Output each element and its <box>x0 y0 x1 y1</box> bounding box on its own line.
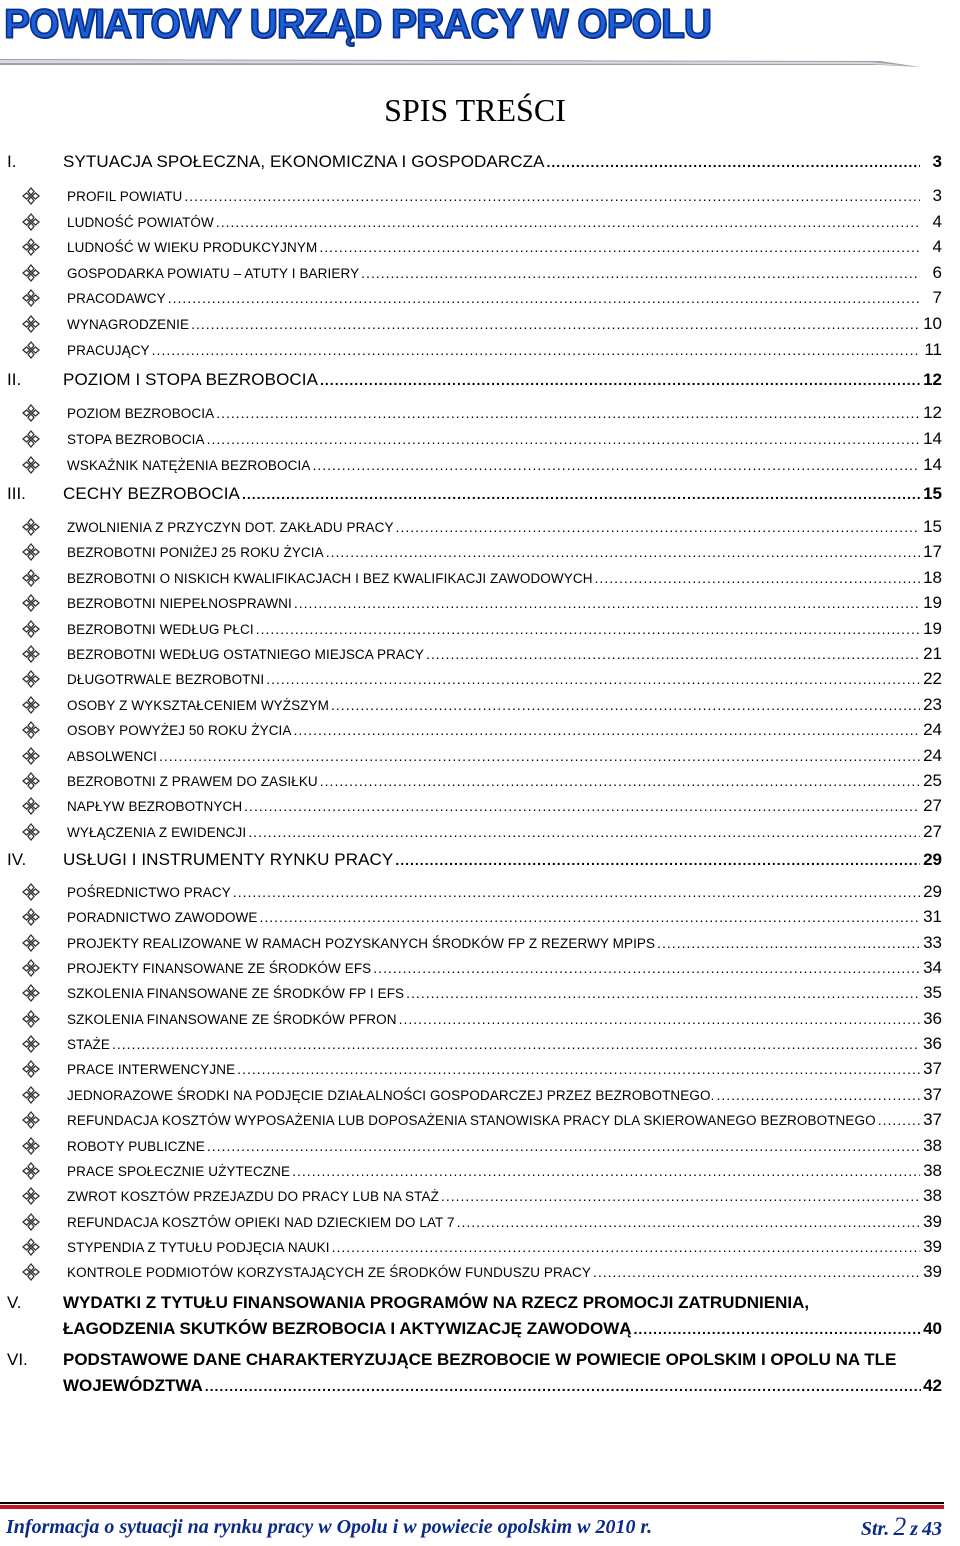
diamond-bullet-icon <box>22 721 40 739</box>
toc-item[interactable] <box>0 931 960 955</box>
section-number: VI. <box>7 1350 28 1369</box>
toc-item[interactable] <box>0 210 960 234</box>
diamond-bullet-icon <box>22 1060 40 1078</box>
diamond-bullet-icon <box>22 594 40 612</box>
toc-item[interactable] <box>0 261 960 285</box>
toc-item-label: PORADNICTWO ZAWODOWE <box>67 910 258 926</box>
page-number: 34 <box>923 958 942 978</box>
toc-item-label: GOSPODARKA POWIATU – ATUTY I BARIERY <box>67 265 360 281</box>
dot-leader <box>260 905 921 929</box>
dot-leader <box>406 981 920 1005</box>
diamond-bullet-icon <box>22 315 40 333</box>
page-number: 11 <box>924 339 942 359</box>
page-number: 3 <box>932 152 942 171</box>
dot-leader <box>294 591 920 615</box>
toc-item[interactable] <box>0 1083 960 1107</box>
toc-item-label: PRACODAWCY <box>67 291 166 307</box>
dot-leader <box>168 286 920 310</box>
toc-item-label: PROJEKTY REALIZOWANE W RAMACH POZYSKANYCH ŚRODKÓW FP Z REZERWY MPIPS <box>67 935 656 951</box>
dot-leader <box>396 515 920 539</box>
of-label: z <box>910 1518 918 1540</box>
toc-item-label: REFUNDACJA KOSZTÓW WYPOSAŻENIA LUB DOPOSAŻENIA STANOWISKA PRACY DLA SKIEROWANEGO BEZROBOTNEGO <box>67 1113 876 1129</box>
toc-item-label: REFUNDACJA KOSZTÓW OPIEKI NAD DZIECKIEM DO LAT 7 <box>67 1214 455 1230</box>
dot-leader <box>319 235 920 259</box>
toc-item-label: POZIOM BEZROBOCIA <box>67 406 215 421</box>
toc-item[interactable] <box>0 1108 960 1132</box>
toc-item[interactable] <box>0 617 960 641</box>
section-title-line2: ŁAGODZENIA SKUTKÓW BEZROBOCIA I AKTYWIZACJĘ ZAWODOWĄ <box>63 1319 632 1338</box>
dot-leader <box>266 667 920 691</box>
diamond-bullet-icon <box>22 213 40 231</box>
total-pages: 43 <box>922 1518 942 1540</box>
toc-item[interactable] <box>0 794 960 818</box>
dot-leader <box>216 210 920 234</box>
toc-item[interactable] <box>0 1032 960 1056</box>
diamond-bullet-icon <box>22 264 40 282</box>
page-number: 36 <box>923 1034 942 1054</box>
section-title: CECHY BEZROBOCIA <box>63 484 240 503</box>
toc-item[interactable] <box>0 667 960 691</box>
page-number: 4 <box>932 237 942 257</box>
page-number: 36 <box>923 1008 942 1028</box>
page-number: 42 <box>923 1376 942 1395</box>
page-number: 14 <box>923 454 942 474</box>
toc-item[interactable] <box>0 718 960 742</box>
dot-leader <box>292 1159 920 1183</box>
toc-item[interactable] <box>0 1134 960 1158</box>
toc-item-label: BEZROBOTNI O NISKICH KWALIFIKACJACH I BEZ KWALIFIKACJI ZAWODOWYCH <box>67 570 593 586</box>
page-number: 3 <box>932 186 942 205</box>
page-number: 19 <box>923 618 942 638</box>
toc-item-label: STYPENDIA Z TYTUŁU PODJĘCIA NAUKI <box>67 1239 330 1255</box>
toc-item[interactable] <box>0 286 960 310</box>
toc-item[interactable] <box>0 820 960 844</box>
dot-leader <box>634 1317 922 1342</box>
page-number: 31 <box>923 907 942 927</box>
toc-item[interactable] <box>0 338 960 362</box>
toc-item[interactable] <box>0 693 960 717</box>
page-number: 12 <box>923 403 942 422</box>
dot-leader <box>112 1032 920 1056</box>
toc-item[interactable] <box>0 642 960 666</box>
dot-leader <box>205 1374 921 1399</box>
toc-item[interactable] <box>0 235 960 259</box>
header-banner <box>0 0 960 80</box>
diamond-bullet-icon <box>22 1137 40 1155</box>
page-number: 21 <box>923 644 942 663</box>
toc-item-label: OSOBY POWYŻEJ 50 ROKU ŻYCIA <box>67 723 292 739</box>
page-title: SPIS TREŚCI <box>384 92 566 128</box>
toc-item-label: BEZROBOTNI NIEPEŁNOSPRAWNI <box>67 596 292 612</box>
page-number: 33 <box>923 932 942 952</box>
dot-leader <box>593 1260 920 1284</box>
section-number: II. <box>7 370 22 389</box>
diamond-bullet-icon <box>22 1263 40 1281</box>
dot-leader <box>312 453 920 477</box>
page-number: 10 <box>923 314 942 333</box>
toc-item[interactable] <box>0 1235 960 1259</box>
dot-leader <box>547 150 920 174</box>
toc-item[interactable] <box>0 591 960 615</box>
page-number: 23 <box>923 694 942 714</box>
toc-item[interactable] <box>0 880 960 904</box>
section-title-line1: PODSTAWOWE DANE CHARAKTERYZUJĄCE BEZROBOCIE W POWIECIE OPOLSKIM I OPOLU NA TLE <box>63 1350 897 1369</box>
diamond-bullet-icon <box>22 1187 40 1205</box>
page-counter <box>861 1512 942 1542</box>
toc-item-label: BEZROBOTNI PONIŻEJ 25 ROKU ŻYCIA <box>67 545 324 561</box>
toc-item[interactable] <box>0 1057 960 1081</box>
diamond-bullet-icon <box>22 696 40 714</box>
toc-item[interactable] <box>0 184 960 208</box>
toc-item-label: WYNAGRODZENIE <box>67 317 190 332</box>
diamond-bullet-icon <box>22 1086 40 1104</box>
toc-item-label: PRACE SPOŁECZNIE UŻYTECZNE <box>67 1163 291 1179</box>
dot-leader <box>244 794 920 818</box>
toc-item-label: KONTROLE PODMIOTÓW KORZYSTAJĄCYCH ZE ŚRODKÓW FUNDUSZU PRACY <box>67 1265 591 1281</box>
page-number: 22 <box>923 669 942 689</box>
diamond-bullet-icon <box>22 518 40 536</box>
toc-item-label: SZKOLENIA FINANSOWANE ZE ŚRODKÓW PFRON <box>67 1011 397 1027</box>
page-number: 39 <box>923 1236 942 1256</box>
dot-leader <box>399 1007 920 1031</box>
toc-item-label: WYŁĄCZENIA Z EWIDENCJI <box>67 824 247 840</box>
dot-leader <box>191 312 920 336</box>
page-number: 37 <box>923 1059 942 1079</box>
toc-item-label: ABSOLWENCI <box>67 748 158 764</box>
diamond-bullet-icon <box>22 934 40 952</box>
section-number: V. <box>7 1293 22 1312</box>
section-title-line1: WYDATKI Z TYTUŁU FINANSOWANIA PROGRAMÓW NA RZECZ PROMOCJI ZATRUDNIENIA, <box>63 1293 810 1312</box>
dot-leader <box>242 482 920 506</box>
page-number: 4 <box>932 211 942 231</box>
dot-leader <box>184 184 920 208</box>
dot-leader <box>595 566 920 590</box>
page-number: 29 <box>923 850 942 869</box>
diamond-bullet-icon <box>22 670 40 688</box>
page-number: 17 <box>923 542 942 562</box>
dot-leader <box>716 1083 920 1107</box>
section-number: III. <box>7 484 26 503</box>
diamond-bullet-icon <box>22 797 40 815</box>
toc-item[interactable] <box>0 956 960 980</box>
dot-leader <box>326 540 920 564</box>
toc-section-2[interactable] <box>0 368 960 392</box>
page-number: 35 <box>923 983 942 1003</box>
dot-leader <box>159 744 920 768</box>
toc-item[interactable] <box>0 453 960 477</box>
toc-item-label: PROFIL POWIATU <box>67 189 183 204</box>
diamond-bullet-icon <box>22 341 40 359</box>
page-number: 37 <box>923 1110 942 1130</box>
toc-item-label: ROBOTY PUBLICZNE <box>67 1138 205 1154</box>
dot-leader <box>332 1235 920 1259</box>
page-number: 15 <box>923 484 942 503</box>
section-title: POZIOM I STOPA BEZROBOCIA <box>63 370 319 389</box>
banner-title: POWIATOWY URZĄD PRACY W OPOLU <box>4 2 711 48</box>
dot-leader <box>426 642 920 666</box>
footer-caption: Informacja o sytuacji na rynku pracy w Opolu i w powiecie opolskim w 2010 r. <box>6 1516 653 1538</box>
dot-leader <box>320 368 920 392</box>
diamond-bullet-icon <box>22 456 40 474</box>
toc-section-1[interactable] <box>0 150 960 174</box>
page-number: 24 <box>923 720 942 740</box>
toc-item-label: LUDNOŚĆ W WIEKU PRODUKCYJNYM <box>67 240 318 256</box>
dot-leader <box>237 1057 920 1081</box>
diamond-bullet-icon <box>22 187 40 205</box>
page-number: 25 <box>923 771 942 790</box>
section-number: IV. <box>7 850 27 869</box>
toc-item[interactable] <box>0 981 960 1005</box>
toc-item[interactable] <box>0 401 960 425</box>
diamond-bullet-icon <box>22 908 40 926</box>
diamond-bullet-icon <box>22 289 40 307</box>
diamond-bullet-icon <box>22 772 40 790</box>
toc-item-label: BEZROBOTNI WEDŁUG OSTATNIEGO MIEJSCA PRACY <box>67 647 424 662</box>
toc-item[interactable] <box>0 566 960 590</box>
current-page: 2 <box>893 1512 907 1541</box>
diamond-bullet-icon <box>22 747 40 765</box>
diamond-bullet-icon <box>22 883 40 901</box>
dot-leader <box>657 931 920 955</box>
dot-leader <box>207 427 920 451</box>
section-title: SYTUACJA SPOŁECZNA, EKONOMICZNA I GOSPODARCZA <box>63 152 545 171</box>
dot-leader <box>207 1134 920 1158</box>
toc-item[interactable] <box>0 769 960 793</box>
toc-item-label: PRACE INTERWENCYJNE <box>67 1062 236 1078</box>
toc-item[interactable] <box>0 1159 960 1183</box>
toc-item-label: BEZROBOTNI Z PRAWEM DO ZASIŁKU <box>67 774 318 789</box>
dot-leader <box>457 1210 920 1234</box>
diamond-bullet-icon <box>22 823 40 841</box>
page-number: 7 <box>932 288 942 308</box>
diamond-bullet-icon <box>22 645 40 663</box>
toc-item[interactable] <box>0 905 960 929</box>
page-number: 6 <box>932 262 942 282</box>
dot-leader <box>395 848 920 872</box>
toc-item-label: PRACUJĄCY <box>67 342 150 358</box>
diamond-bullet-icon <box>22 1111 40 1129</box>
page-number: 38 <box>923 1160 942 1180</box>
dot-leader <box>248 820 920 844</box>
diamond-bullet-icon <box>22 543 40 561</box>
page-number: 38 <box>923 1135 942 1155</box>
section-title: USŁUGI I INSTRUMENTY RYNKU PRACY <box>63 850 394 869</box>
page-number: 37 <box>923 1084 942 1104</box>
toc-item-label: WSKAŹNIK NATĘŻENIA BEZROBOCIA <box>67 457 311 473</box>
page-number: 39 <box>923 1211 942 1231</box>
diamond-bullet-icon <box>22 1162 40 1180</box>
page-label: Str. <box>860 1518 890 1540</box>
diamond-bullet-icon <box>22 959 40 977</box>
dot-leader <box>373 956 920 980</box>
page-number: 39 <box>923 1262 942 1282</box>
toc-item[interactable] <box>0 312 960 336</box>
page-number: 15 <box>923 517 942 536</box>
page-number: 14 <box>923 428 942 448</box>
toc-item[interactable] <box>0 427 960 451</box>
toc-item[interactable] <box>0 540 960 564</box>
dot-leader <box>256 617 920 641</box>
dot-leader <box>294 718 920 742</box>
toc-item[interactable] <box>0 515 960 539</box>
page-number: 27 <box>923 821 942 841</box>
toc-item-label: STAŻE <box>67 1037 111 1053</box>
toc-item-label: OSOBY Z WYKSZTAŁCENIEM WYŻSZYM <box>67 697 330 713</box>
diamond-bullet-icon <box>22 1238 40 1256</box>
toc-section-4[interactable] <box>0 848 960 872</box>
toc-item-label: JEDNORAZOWE ŚRODKI NA PODJĘCIE DZIAŁALNOŚCI GOSPODARCZEJ PRZEZ BEZROBOTNEGO. <box>67 1087 715 1103</box>
diamond-bullet-icon <box>22 984 40 1002</box>
toc-item-label: PROJEKTY FINANSOWANE ZE ŚRODKÓW EFS <box>67 961 372 977</box>
toc-item-label: POŚREDNICTWO PRACY <box>67 885 231 900</box>
toc-item-label: DŁUGOTRWALE BEZROBOTNI <box>67 672 265 688</box>
section-title-line2: WOJEWÓDZTWA <box>63 1376 203 1395</box>
dot-leader <box>878 1108 920 1132</box>
page-number: 40 <box>923 1319 942 1338</box>
page-number: 19 <box>923 593 942 613</box>
toc-item-label: STOPA BEZROBOCIA <box>67 431 205 447</box>
toc-item[interactable] <box>0 1184 960 1208</box>
page-number: 29 <box>923 882 942 901</box>
dot-leader <box>361 261 920 285</box>
toc-section-3[interactable] <box>0 482 960 506</box>
toc-item[interactable] <box>0 1210 960 1234</box>
toc-item-label: ZWROT KOSZTÓW PRZEJAZDU DO PRACY LUB NA STAŻ <box>67 1189 439 1205</box>
dot-leader <box>331 693 920 717</box>
toc-item-label: BEZROBOTNI WEDŁUG PŁCI <box>67 621 254 637</box>
page-number: 12 <box>923 370 942 389</box>
page-number: 38 <box>923 1186 942 1206</box>
diamond-bullet-icon <box>22 1213 40 1231</box>
page-number: 27 <box>923 796 942 816</box>
toc-item-label: ZWOLNIENIA Z PRZYCZYN DOT. ZAKŁADU PRACY <box>67 520 394 535</box>
diamond-bullet-icon <box>22 569 40 587</box>
page-number: 24 <box>923 745 942 765</box>
toc-item-label: NAPŁYW BEZROBOTNYCH <box>67 799 243 815</box>
dot-leader <box>216 401 920 425</box>
diamond-bullet-icon <box>22 238 40 256</box>
toc-item[interactable] <box>0 1260 960 1284</box>
diamond-bullet-icon <box>22 430 40 448</box>
toc-item-label: LUDNOŚĆ POWIATÓW <box>67 214 214 230</box>
toc-item-label: SZKOLENIA FINANSOWANE ZE ŚRODKÓW FP I EFS <box>67 986 405 1002</box>
dot-leader <box>152 338 920 362</box>
diamond-bullet-icon <box>22 620 40 638</box>
diamond-bullet-icon <box>22 404 40 422</box>
toc-item[interactable] <box>0 744 960 768</box>
diamond-bullet-icon <box>22 1010 40 1028</box>
footer-rule <box>0 1502 944 1510</box>
banner-rule <box>0 53 920 71</box>
section-number: I. <box>7 152 17 171</box>
diamond-bullet-icon <box>22 1035 40 1053</box>
dot-leader <box>441 1184 920 1208</box>
dot-leader <box>233 880 920 904</box>
dot-leader <box>320 769 920 793</box>
toc-item[interactable] <box>0 1007 960 1031</box>
page-number: 18 <box>923 567 942 587</box>
